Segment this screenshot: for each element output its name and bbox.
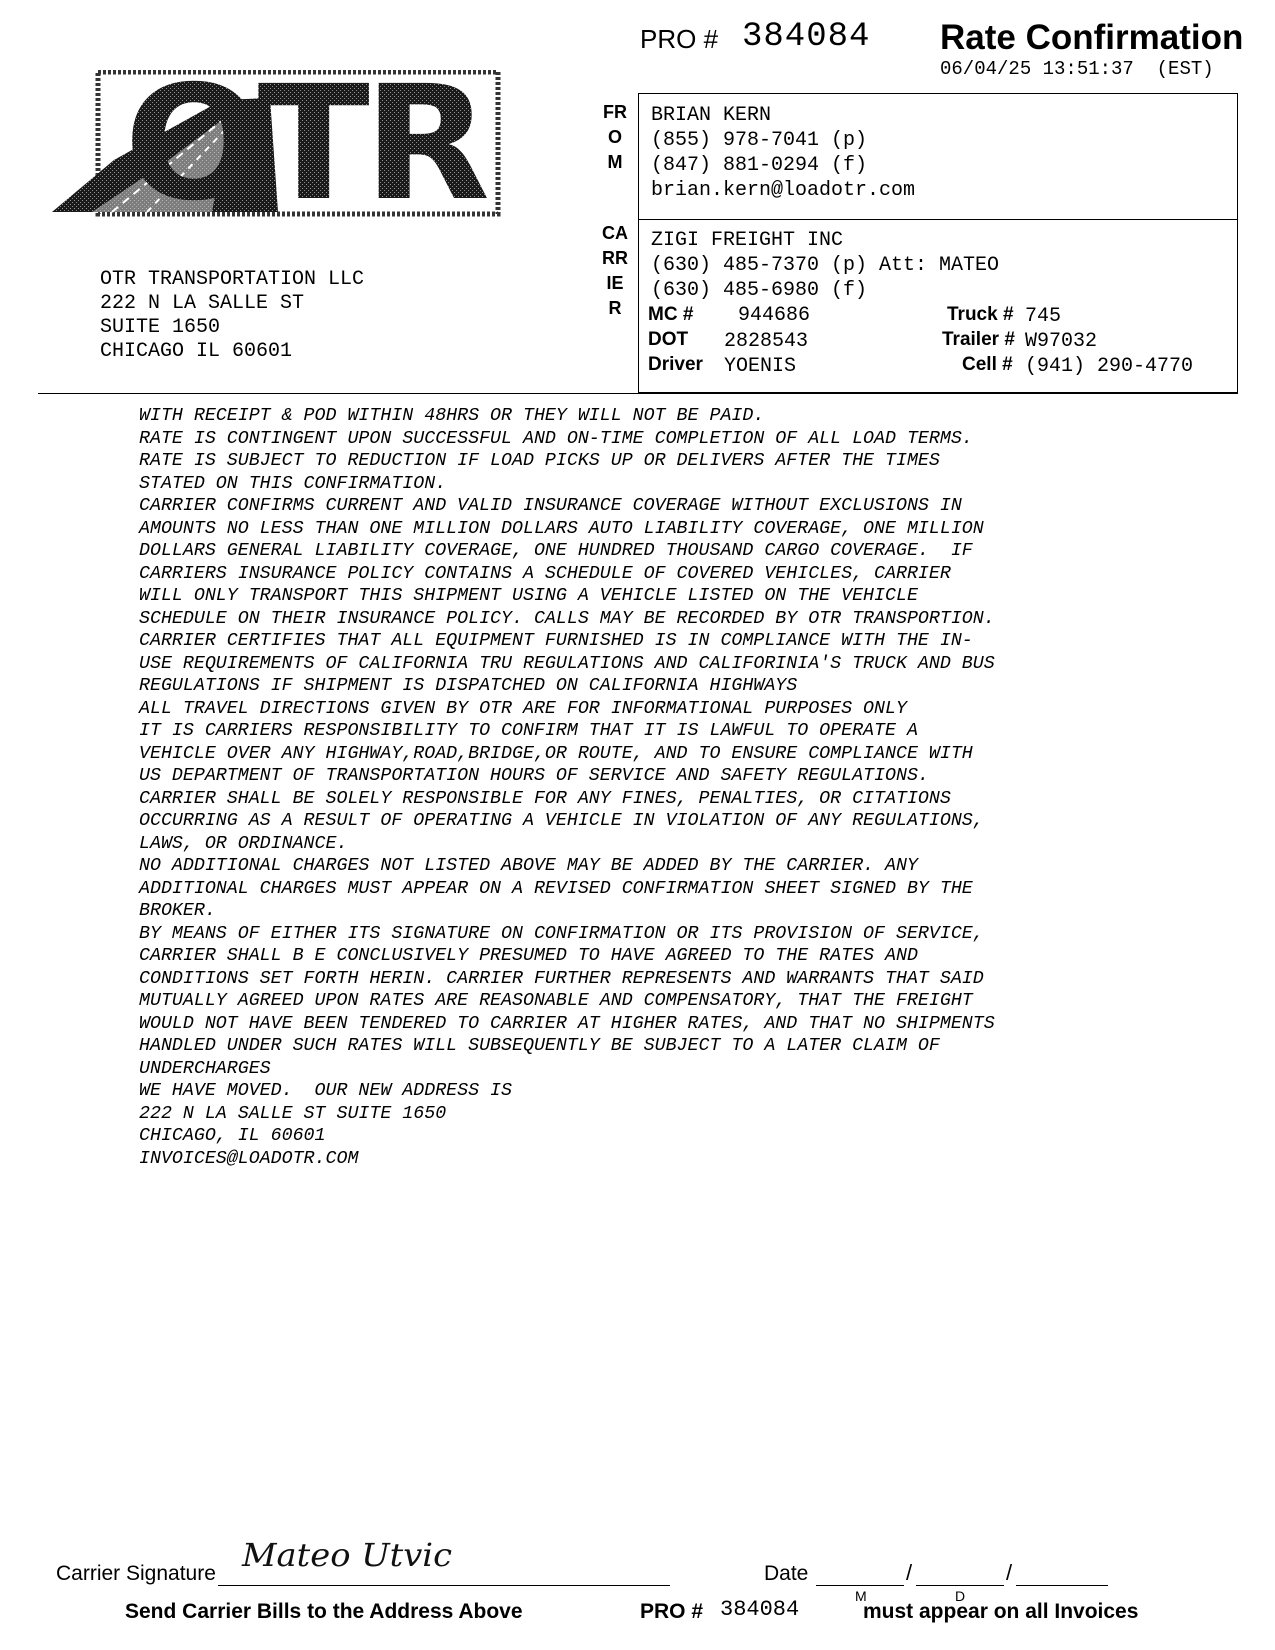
carrier-phone: (630) 485-7370 (p) Att: MATEO	[651, 254, 1000, 277]
date-separator: /	[1006, 1560, 1013, 1585]
date-separator: /	[906, 1560, 913, 1585]
signature-text: Mateo Utvic	[240, 1536, 453, 1574]
otr-logo	[52, 70, 502, 220]
dot-label: DOT	[648, 329, 689, 350]
carrier-signature	[238, 1528, 458, 1576]
from-phone: (855) 978-7041 (p)	[651, 129, 868, 152]
driver-label: Driver	[648, 354, 703, 375]
company-name: OTR TRANSPORTATION LLC	[100, 268, 365, 291]
company-suite: SUITE 1650	[100, 316, 221, 339]
company-street: 222 N LA SALLE ST	[100, 292, 305, 315]
date-month-field[interactable]	[816, 1585, 904, 1586]
carrier-name: ZIGI FREIGHT INC	[651, 229, 844, 252]
company-city: CHICAGO IL 60601	[100, 340, 293, 363]
driver-name: YOENIS	[724, 355, 797, 378]
mc-label: MC #	[648, 304, 694, 325]
from-name: BRIAN KERN	[651, 104, 772, 127]
from-fax: (847) 881-0294 (f)	[651, 154, 868, 177]
carrier-fax: (630) 485-6980 (f)	[651, 279, 868, 302]
truck-label: Truck #	[947, 304, 1014, 325]
signature-label: Carrier Signature	[56, 1562, 216, 1585]
invoice-instruction: must appear on all Invoices	[863, 1600, 1139, 1623]
signature-line[interactable]	[218, 1585, 670, 1586]
logo-text: OTR	[124, 70, 488, 220]
carrier-label: CARRIER	[602, 223, 628, 318]
trailer-number: W97032	[1025, 330, 1098, 353]
from-label: FROM	[603, 102, 627, 172]
trailer-label: Trailer #	[942, 329, 1015, 350]
footer-pro-label: PRO #	[640, 1600, 704, 1623]
cell-number: (941) 290-4770	[1025, 355, 1194, 378]
terms-text: WITH RECEIPT & POD WITHIN 48HRS OR THEY WILL NOT BE PAID. RATE IS CONTINGENT UPON SUCCESSFUL AND ON-TIME COMPLETION OF ALL LOAD TERMS. RATE IS SUBJECT TO REDUCTION IF LOAD PICKS UP OR DELIVERS AFTER THE TIMES STATED ON THIS CONFIRMATION. CARRIER CONFIRMS CURRENT AND VALID INSURANCE COVERAGE WITHOUT EXCLUSIONS IN AMOUNTS NO LESS THAN ONE MILLION DOLLARS AUTO LIABILITY COVERAGE, ONE MILLION DOLLARS GENERAL LIABILITY COVERAGE, ONE HUNDRED THOUSAND CARGO COVERAGE. IF CARRIERS INSURANCE POLICY CONTAINS A SCHEDULE OF COVERED VEHICLES, CARRIER WILL ONLY TRANSPORT THIS SHIPMENT USING A VEHICLE LISTED ON THE VEHICLE SCHEDULE ON THEIR INSURANCE POLICY. CALLS MAY BE RECORDED BY OTR TRANSPORTION. CARRIER CERTIFIES THAT ALL EQUIPMENT FURNISHED IS IN COMPLIANCE WITH THE IN- USE REQUIREMENTS OF CALIFORNIA TRU REGULATIONS AND CALIFORINIA'S TRUCK AND BUS REGULATIONS IF SHIPMENT IS DISPATCHED ON CALIFORNIA HIGHWAYS ALL TRAVEL DIRECTIONS GIVEN BY OTR ARE FOR INFORMATIONAL PURPOSES ONLY IT IS CARRIERS RESPONSIBILITY TO CONFIRM THAT IT IS LAWFUL TO OPERATE A VEHICLE OVER ANY HIGHWAY,ROAD,BRIDGE,OR ROUTE, AND TO ENSURE COMPLIANCE WITH US DEPARTMENT OF TRANSPORTATION HOURS OF SERVICE AND SAFETY REGULATIONS. CARRIER SHALL BE SOLELY RESPONSIBLE FOR ANY FINES, PENALTIES, OR CITATIONS OCCURRING AS A RESULT OF OPERATING A VEHICLE IN VIOLATION OF ANY REGULATIONS, LAWS, OR ORDINANCE. NO ADDITIONAL CHARGES NOT LISTED ABOVE MAY BE ADDED BY THE CARRIER. ANY ADDITIONAL CHARGES MUST APPEAR ON A REVISED CONFIRMATION SHEET SIGNED BY THE BROKER. BY MEANS OF EITHER ITS SIGNATURE ON CONFIRMATION OR ITS PROVISION OF SERVICE, CARRIER SHALL B E CONCLUSIVELY PRESUMED TO HAVE AGREED TO THE RATES AND CONDITIONS SET FORTH HERIN. CARRIER FURTHER REPRESENTS AND WARRANTS THAT SAID MUTUALLY AGREED UPON RATES ARE REASONABLE AND COMPENSATORY, THAT THE FREIGHT WOULD NOT HAVE BEEN TENDERED TO CARRIER AT HIGHER RATES, AND THAT NO SHIPMENTS HANDLED UNDER SUCH RATES WILL SUBSEQUENTLY BE SUBJECT TO A LATER CLAIM OF UNDERCHARGES WE HAVE MOVED. OUR NEW ADDRESS IS 222 N LA SALLE ST SUITE 1650 CHICAGO, IL 60601 INVOICES@LOADOTR.COM	[139, 406, 995, 1169]
date-day-hint: D	[955, 1588, 966, 1604]
bills-instruction: Send Carrier Bills to the Address Above	[125, 1600, 523, 1623]
timestamp: 06/04/25 13:51:37 (EST)	[940, 58, 1214, 80]
header-rule	[38, 393, 1238, 394]
page-title: Rate Confirmation	[940, 18, 1244, 57]
cell-label: Cell #	[962, 354, 1013, 375]
date-label: Date	[764, 1562, 809, 1585]
date-day-field[interactable]	[916, 1585, 1004, 1586]
dot-number: 2828543	[724, 330, 809, 353]
mc-number: 944686	[738, 304, 811, 327]
pro-label: PRO #	[640, 24, 719, 54]
from-email[interactable]: brian.kern@loadotr.com	[651, 179, 916, 202]
date-month-hint: M	[855, 1588, 867, 1604]
truck-number: 745	[1025, 305, 1062, 328]
pro-number: 384084	[742, 18, 871, 56]
date-year-field[interactable]	[1016, 1585, 1108, 1586]
box-divider	[638, 219, 1238, 220]
footer-pro-number: 384084	[720, 1597, 800, 1622]
